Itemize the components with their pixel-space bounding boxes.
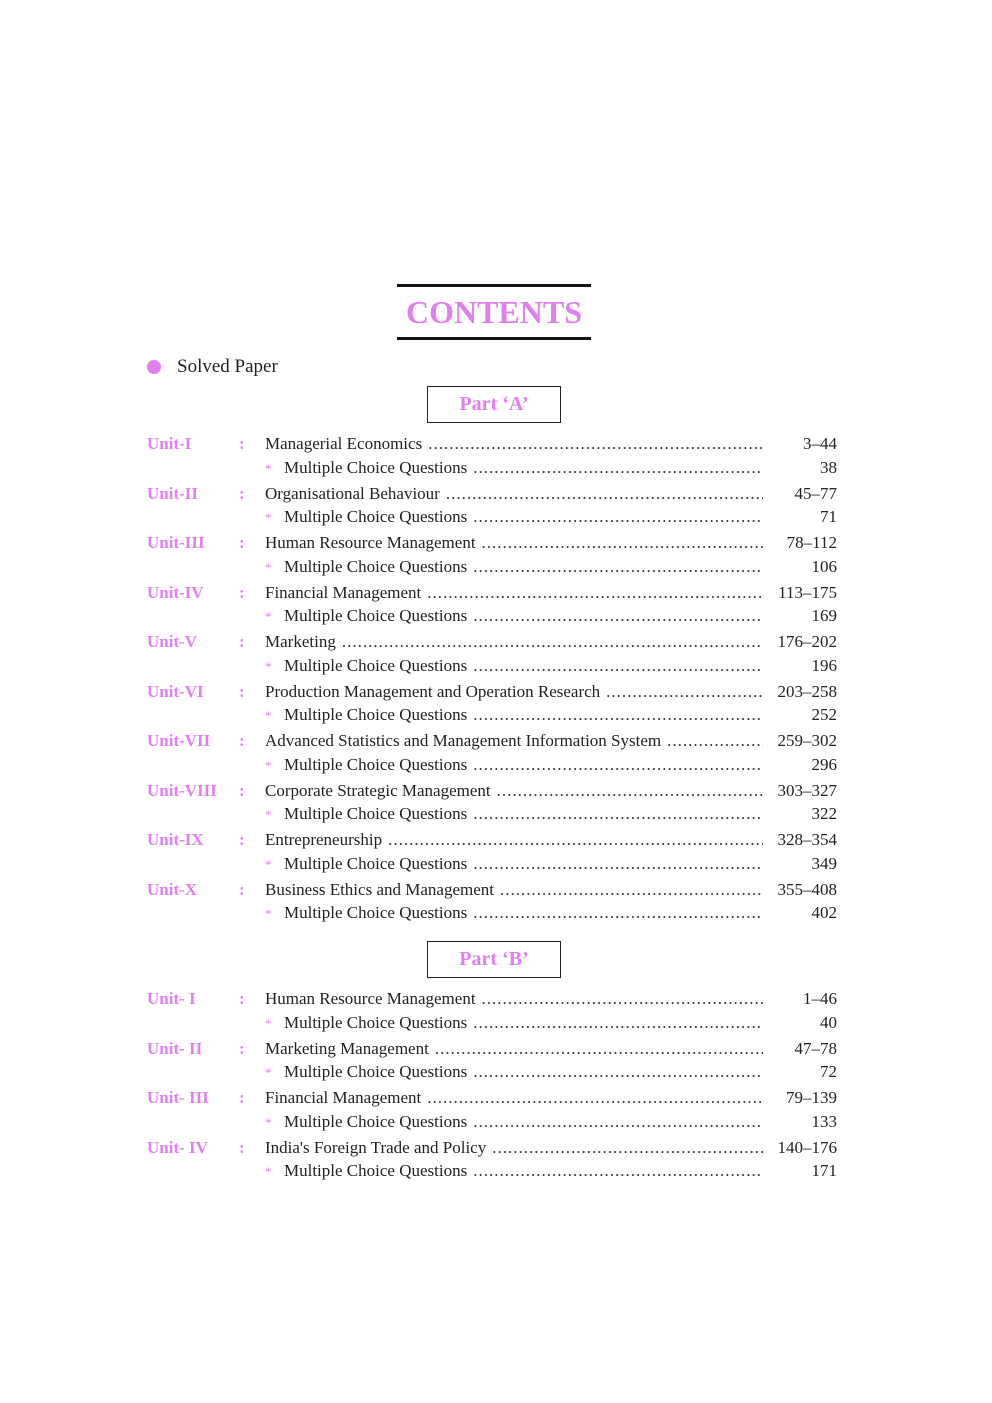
toc-entry <box>147 878 837 928</box>
chapter-title: Advanced Statistics and Management Information System <box>265 731 662 750</box>
dot-leader <box>473 703 763 727</box>
colon: : <box>239 483 245 503</box>
mcq-label: Multiple Choice Questions <box>284 754 468 774</box>
toc-entry <box>147 987 837 1037</box>
star-icon: * <box>265 757 272 773</box>
mcq-page: 296 <box>811 754 837 774</box>
chapter-title: Organisational Behaviour <box>265 483 440 503</box>
part-b-heading: Part ‘B’ <box>427 941 561 978</box>
unit-label: Unit-VI <box>147 681 204 701</box>
page-range: 79–139 <box>786 1088 837 1107</box>
dot-leader <box>473 604 763 628</box>
unit-label: Unit-IX <box>147 830 204 849</box>
mcq-page: 171 <box>811 1161 837 1180</box>
colon: : <box>239 879 245 899</box>
bullet-icon <box>147 360 161 374</box>
colon: : <box>239 1038 245 1058</box>
colon: : <box>239 681 245 701</box>
colon: : <box>239 434 245 453</box>
chapter-title: Managerial Economics <box>265 434 423 453</box>
chapter-title: Financial Management <box>265 582 422 602</box>
mcq-page: 252 <box>811 705 837 724</box>
star-icon: * <box>265 1164 272 1179</box>
dot-leader <box>427 581 763 605</box>
part-b-entries <box>147 987 837 1185</box>
star-icon: * <box>265 807 272 822</box>
star-icon: * <box>265 1015 272 1031</box>
mcq-label: Multiple Choice Questions <box>284 705 468 724</box>
toc-main-line <box>147 581 837 605</box>
colon: : <box>239 582 245 602</box>
page-range: 328–354 <box>777 830 837 849</box>
unit-label: Unit- III <box>147 1088 209 1107</box>
star-icon: * <box>265 510 272 525</box>
page-range: 303–327 <box>777 780 837 800</box>
toc-mcq-line <box>147 555 837 579</box>
mcq-page: 133 <box>811 1111 837 1131</box>
dot-leader <box>473 802 763 826</box>
colon: : <box>239 533 245 552</box>
unit-label: Unit-IV <box>147 582 204 602</box>
toc-mcq-line <box>147 901 837 925</box>
page-range: 1–46 <box>803 989 837 1008</box>
unit-label: Unit- I <box>147 989 196 1008</box>
dot-leader <box>473 654 763 678</box>
toc-mcq-line <box>147 1159 837 1183</box>
chapter-title: Production Management and Operation Research <box>265 681 601 701</box>
toc-entry <box>147 531 837 581</box>
mcq-label: Multiple Choice Questions <box>284 606 468 625</box>
toc-main-line <box>147 729 837 753</box>
dot-leader <box>473 456 763 480</box>
toc-entry <box>147 729 837 779</box>
toc-entry <box>147 779 837 829</box>
page-range: 47–78 <box>794 1038 837 1058</box>
dot-leader <box>473 1159 763 1183</box>
toc-mcq-line <box>147 753 837 777</box>
chapter-title: Marketing <box>265 632 336 651</box>
toc-mcq-line <box>147 654 837 678</box>
star-icon: * <box>265 658 272 674</box>
part-a-entries <box>147 432 837 927</box>
chapter-title: India's Foreign Trade and Policy <box>265 1137 487 1157</box>
mcq-page: 38 <box>820 457 837 477</box>
unit-label: Unit-V <box>147 632 198 651</box>
toc-mcq-line <box>147 604 837 628</box>
toc-mcq-line <box>147 1011 837 1035</box>
dot-leader <box>492 1136 763 1160</box>
dot-leader <box>482 531 763 555</box>
toc-main-line <box>147 779 837 803</box>
toc-main-line <box>147 828 837 852</box>
chapter-title: Human Resource Management <box>265 989 476 1008</box>
star-icon: * <box>265 856 272 872</box>
page-range: 355–408 <box>777 879 837 899</box>
dot-leader <box>428 432 763 456</box>
dot-leader <box>482 987 763 1011</box>
page-range: 140–176 <box>777 1137 837 1157</box>
mcq-label: Multiple Choice Questions <box>284 457 468 477</box>
dot-leader <box>667 729 763 753</box>
mcq-page: 402 <box>811 903 837 922</box>
dot-leader <box>497 779 763 803</box>
chapter-title: Human Resource Management <box>265 533 476 552</box>
toc-mcq-line <box>147 852 837 876</box>
toc-entry <box>147 1086 837 1136</box>
dot-leader <box>500 878 763 902</box>
star-icon: * <box>265 460 272 476</box>
unit-label: Unit-VIII <box>147 780 217 800</box>
mcq-page: 349 <box>811 853 837 873</box>
mcq-label: Multiple Choice Questions <box>284 655 468 675</box>
mcq-label: Multiple Choice Questions <box>284 1062 468 1081</box>
colon: : <box>239 780 245 800</box>
toc-mcq-line <box>147 505 837 529</box>
toc-entry <box>147 630 837 680</box>
toc-main-line <box>147 432 837 456</box>
dot-leader <box>606 680 763 704</box>
dot-leader <box>473 505 763 529</box>
mcq-label: Multiple Choice Questions <box>284 1161 468 1180</box>
mcq-label: Multiple Choice Questions <box>284 556 468 576</box>
toc-entry <box>147 828 837 878</box>
dot-leader <box>473 901 763 925</box>
mcq-page: 169 <box>811 606 837 625</box>
page-range: 45–77 <box>794 483 837 503</box>
toc-main-line <box>147 1136 837 1160</box>
solved-paper-item <box>147 356 278 378</box>
toc-main-line <box>147 1037 837 1061</box>
page-range: 3–44 <box>803 434 837 453</box>
part-a-heading: Part ‘A’ <box>427 386 561 423</box>
colon: : <box>239 1137 245 1157</box>
chapter-title: Marketing Management <box>265 1038 429 1058</box>
dot-leader <box>473 1060 763 1084</box>
toc-entry <box>147 482 837 532</box>
star-icon: * <box>265 708 272 723</box>
toc-mcq-line <box>147 703 837 727</box>
toc-mcq-line <box>147 456 837 480</box>
toc-mcq-line <box>147 1110 837 1134</box>
toc-entry <box>147 1136 837 1186</box>
page-range: 113–175 <box>778 582 837 602</box>
mcq-label: Multiple Choice Questions <box>284 1111 468 1131</box>
dot-leader <box>473 1011 763 1035</box>
chapter-title: Entrepreneurship <box>265 830 383 849</box>
page-range: 176–202 <box>777 632 837 651</box>
mcq-page: 40 <box>820 1012 837 1032</box>
colon: : <box>239 830 245 849</box>
dot-leader <box>473 555 763 579</box>
mcq-page: 71 <box>820 507 837 526</box>
dot-leader <box>388 828 763 852</box>
unit-label: Unit- IV <box>147 1137 208 1157</box>
page-title: CONTENTS <box>405 294 583 330</box>
toc-entry <box>147 1037 837 1087</box>
star-icon: * <box>265 1065 272 1080</box>
dot-leader <box>473 1110 763 1134</box>
page-range: 78–112 <box>786 533 837 552</box>
toc-main-line <box>147 987 837 1011</box>
contents-heading-box <box>397 284 591 340</box>
colon: : <box>239 989 245 1008</box>
dot-leader <box>427 1086 763 1110</box>
star-icon: * <box>265 906 272 921</box>
toc-main-line <box>147 531 837 555</box>
page-range: 259–302 <box>777 731 837 750</box>
star-icon: * <box>265 1114 272 1130</box>
solved-paper-label: Solved Paper <box>177 356 278 377</box>
dot-leader <box>473 852 763 876</box>
toc-main-line <box>147 482 837 506</box>
unit-label: Unit-X <box>147 879 198 899</box>
chapter-title: Business Ethics and Management <box>265 879 494 899</box>
unit-label: Unit-II <box>147 483 199 503</box>
dot-leader <box>446 482 763 506</box>
mcq-label: Multiple Choice Questions <box>284 507 468 526</box>
mcq-page: 322 <box>811 804 837 823</box>
chapter-title: Corporate Strategic Management <box>265 780 491 800</box>
unit-label: Unit- II <box>147 1038 203 1058</box>
toc-entry <box>147 432 837 482</box>
mcq-label: Multiple Choice Questions <box>284 1012 468 1032</box>
unit-label: Unit-I <box>147 434 192 453</box>
toc-mcq-line <box>147 1060 837 1084</box>
mcq-label: Multiple Choice Questions <box>284 804 468 823</box>
mcq-label: Multiple Choice Questions <box>284 903 468 922</box>
mcq-page: 72 <box>820 1062 837 1081</box>
toc-main-line <box>147 1086 837 1110</box>
unit-label: Unit-III <box>147 533 205 552</box>
dot-leader <box>435 1037 763 1061</box>
mcq-page: 106 <box>811 556 837 576</box>
unit-label: Unit-VII <box>147 731 211 750</box>
toc-main-line <box>147 878 837 902</box>
toc-main-line <box>147 680 837 704</box>
page-range: 203–258 <box>777 681 837 701</box>
mcq-page: 196 <box>811 655 837 675</box>
colon: : <box>239 632 245 651</box>
dot-leader <box>342 630 763 654</box>
toc-mcq-line <box>147 802 837 826</box>
star-icon: * <box>265 609 272 624</box>
star-icon: * <box>265 559 272 575</box>
colon: : <box>239 731 245 750</box>
toc-entry <box>147 581 837 631</box>
dot-leader <box>473 753 763 777</box>
toc-entry <box>147 680 837 730</box>
colon: : <box>239 1088 245 1107</box>
chapter-title: Financial Management <box>265 1088 422 1107</box>
mcq-label: Multiple Choice Questions <box>284 853 468 873</box>
toc-main-line <box>147 630 837 654</box>
